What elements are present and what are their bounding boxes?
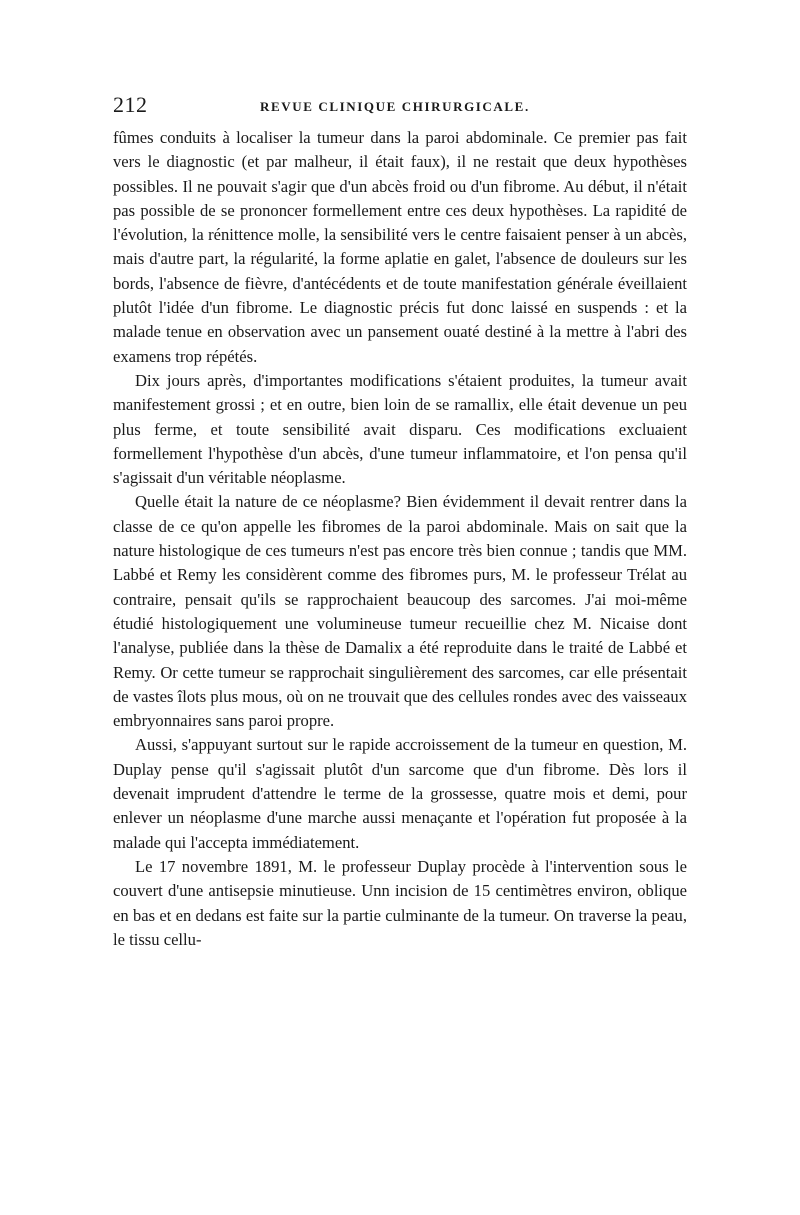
body-text	[113, 126, 687, 952]
paragraph: Le 17 novembre 1891, M. le professeur Duplay procède à l'intervention sous le couvert d'une antisepsie minutieuse. Unn incision de 15 centimètres environ, oblique en bas et en dedans est faite sur la partie culminante de la tumeur. On traverse la peau, le tissu cellu-	[113, 856, 687, 949]
paragraph: Dix jours après, d'importantes modifications s'étaient produites, la tumeur avait manifestement grossi ; et en outre, bien loin de se ramallix, elle était devenue un peu plus ferme, et toute sensibilité avait disparu. Ces modifications excluaient formellement l'hypothèse d'un abcès, d'une tumeur inflammatoire, et l'on pensa qu'il s'agissait d'un véritable néoplasme.	[113, 370, 687, 488]
page-header	[113, 92, 687, 122]
page-number: 212	[113, 92, 148, 117]
paragraph: Aussi, s'appuyant surtout sur le rapide accroissement de la tumeur en question, M. Duplay pense qu'il s'agissait plutôt d'un sarcome que d'un fibrome. Dès lors il devenait imprudent d'attendre le terme de la grossesse, quatre mois et demi, pour enlever un néoplasme d'une marche aussi menaçante et l'opération fut proposée à la malade qui l'accepta immédiatement.	[113, 735, 687, 852]
paragraph: Quelle était la nature de ce néoplasme? Bien évidemment il devait rentrer dans la classe de ce qu'on appelle les fibromes de la paroi abdominale. Mais on sait que la nature histologique de ces tumeurs n'est pas encore très bien connue ; tandis que MM. Labbé et Remy les considèrent comme des fibromes purs, M. le professeur Trélat au contraire, pensait qu'ils se rapprochaient beaucoup des sarcomes. J'ai moi-même étudié histologiquement une volumineuse tumeur recueillie chez M. Nicaise dont l'analyse, publiée dans la thèse de Damalix a été reproduite dans le traité de Labbé et Remy. Or cette tumeur se rapprochait singulièrement des sarcomes, car elle présentait de vastes îlots plus mous, où on ne trouvait que des cellules rondes avec des vaisseaux embryonnaires sans paroi propre.	[113, 492, 687, 731]
paragraph: fûmes conduits à localiser la tumeur dans la paroi abdominale. Ce premier pas fait vers le diagnostic (et par malheur, il était faux), il ne restait que deux hypothèses possibles. Il ne pouvait s'agir que d'un abcès froid ou d'un fibrome. Au début, il n'était pas possible de se prononcer formellement entre ces deux hypothèses. La rapidité de l'évolution, la rénittence molle, la sensibilité vers le centre faisaient penser à un abcès, mais d'autre part, la régularité, la forme aplatie en galet, l'absence de douleurs sur les bords, l'absence de fièvre, d'antécédents et de toute manifestation générale éveillaient plutôt l'idée d'un fibrome. Le diagnostic précis fut donc laissé en suspends : et la malade tenue en observation avec un pansement ouaté destiné à la mettre à l'abri des examens trop répétés.	[113, 128, 687, 366]
running-title: REVUE CLINIQUE CHIRURGICALE.	[260, 99, 530, 114]
